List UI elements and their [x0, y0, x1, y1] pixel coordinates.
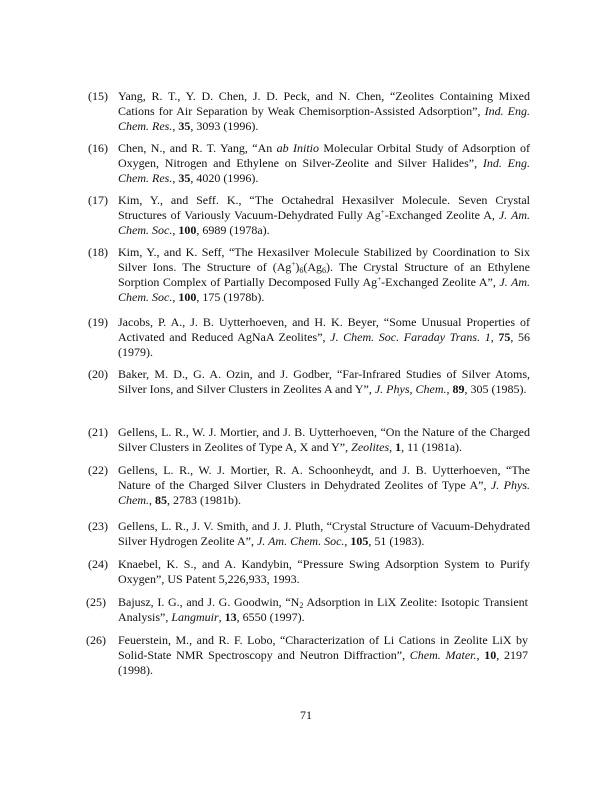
reference-segment: , 3093 (1996). — [190, 119, 259, 133]
reference-segment: + — [291, 260, 296, 268]
reference-segment: -Exchanged Zeolite A, — [384, 208, 499, 222]
journal-name: J. Chem. Soc. Faraday Trans. 1 — [330, 330, 491, 344]
reference-entry — [88, 193, 530, 238]
journal-name: Ind. Eng. Chem. Res. — [118, 156, 530, 185]
reference-text — [118, 425, 530, 455]
volume-number: 89 — [452, 382, 465, 396]
reference-segment: Kim, Y., and Seff. K., “The Octahedral Hexasilver Molecule. Seven Crystal Structures of Variously Vacuum-Dehydrated Fully Ag — [118, 193, 530, 222]
reference-segment: 6 — [299, 266, 304, 275]
reference-segment: , — [389, 440, 396, 454]
reference-segment: , — [490, 330, 499, 344]
reference-text — [118, 595, 528, 625]
reference-segment: Feuerstein, M., and R. F. Lobo, “Characterization of Li Cations in Zeolite LiX by Solid-State NMR Spectroscopy and Neutron Diffraction”, — [118, 633, 528, 662]
reference-number: (17) — [88, 193, 108, 207]
page-number: 71 — [300, 708, 312, 722]
reference-number: (19) — [88, 315, 108, 329]
journal-name: J. Am. Chem. Soc. — [118, 208, 531, 237]
reference-number: (20) — [88, 367, 108, 381]
reference-segment: , — [344, 534, 351, 548]
volume-number: 105 — [350, 534, 369, 548]
reference-segment: , — [476, 648, 485, 662]
volume-number: 1 — [395, 440, 402, 454]
reference-text — [118, 463, 530, 508]
reference-segment: , — [172, 290, 179, 304]
journal-name: J. Am. Chem. Soc. — [118, 275, 530, 304]
volume-number: 100 — [178, 290, 197, 304]
reference-segment: ) — [295, 260, 300, 274]
reference-segment: Chen, N., and R. T. Yang, “An — [118, 141, 277, 155]
reference-text — [118, 367, 530, 397]
reference-segment: , — [172, 119, 179, 133]
volume-number: 35 — [178, 119, 191, 133]
reference-entry — [88, 367, 530, 397]
reference-segment: , 56 (1979). — [118, 330, 531, 359]
journal-name: Zeolites — [351, 440, 390, 454]
reference-segment: , 11 (1981a). — [401, 440, 463, 454]
reference-segment: 6 — [322, 266, 326, 275]
reference-text — [118, 519, 530, 549]
reference-segment: Bajusz, I. G., and J. G. Goodwin, “N — [118, 595, 300, 609]
journal-name: J. Phys, Chem. — [374, 382, 447, 396]
reference-entry — [88, 245, 530, 305]
reference-entry — [88, 425, 530, 455]
reference-segment: , — [446, 382, 453, 396]
reference-entry — [88, 557, 530, 587]
reference-segment: , 51 (1983). — [368, 534, 425, 548]
reference-entry — [88, 519, 530, 549]
reference-number: (26) — [86, 633, 106, 647]
reference-segment: Jacobs, P. A., J. B. Uytterhoeven, and H. K. Beyer, “Some Unusual Properties of Activated and Reduced AgNaA Zeolites”, — [118, 315, 530, 344]
reference-segment: , — [149, 493, 155, 507]
reference-text — [118, 141, 530, 186]
journal-name: ab Initio — [276, 141, 320, 155]
reference-number: (15) — [88, 89, 108, 103]
reference-segment: , 2197 (1998). — [118, 648, 528, 677]
volume-number: 100 — [178, 223, 197, 237]
reference-number: (22) — [88, 463, 108, 477]
reference-segment: + — [380, 208, 385, 216]
reference-segment: Molecular Orbital Study of Adsorption of Oxygen, Nitrogen and Ethylene on Silver-Zeolite and Silver Halides”, — [118, 141, 530, 170]
reference-segment: 2 — [299, 601, 304, 610]
reference-segment: , — [218, 610, 225, 624]
reference-entry — [86, 633, 528, 678]
reference-segment: , — [172, 171, 179, 185]
volume-number: 35 — [178, 171, 191, 185]
reference-number: (16) — [88, 141, 108, 155]
reference-entry — [88, 463, 530, 508]
journal-name: Chem. Mater. — [409, 648, 477, 662]
reference-number: (21) — [88, 425, 108, 439]
reference-segment: , 6550 (1997). — [236, 610, 305, 624]
volume-number: 10 — [484, 648, 497, 662]
journal-name: J. Phys. Chem. — [118, 478, 530, 507]
reference-text — [118, 89, 530, 134]
reference-text — [118, 245, 530, 305]
reference-segment: , 6989 (1978a). — [196, 223, 270, 237]
reference-segment: Baker, M. D., G. A. Ozin, and J. Godber, “Far-Infrared Studies of Silver Atoms, Silver Ions, and Silver Clusters in Zeolites A and Y”, — [118, 367, 530, 396]
reference-text — [118, 315, 530, 360]
reference-segment: Gellens, L. R., J. V. Smith, and J. J. Pluth, “Crystal Structure of Vacuum-Dehydrated Silver Hydrogen Zeolite A”, — [118, 519, 530, 548]
reference-segment: ). The Crystal Structure of an Ethylene Sorption Complex of Partially Decomposed Fully Ag — [118, 260, 530, 289]
reference-number: (23) — [88, 519, 108, 533]
reference-segment: , 4020 (1996). — [190, 171, 259, 185]
reference-text — [118, 193, 530, 238]
volume-number: 85 — [155, 493, 167, 507]
volume-number: 13 — [224, 610, 237, 624]
reference-segment: Gellens, L. R., W. J. Mortier, R. A. Schoonheydt, and J. B. Uytterhoeven, “The Nature of the Charged Silver Clusters in Dehydrated Zeolites of Type A”, — [118, 463, 530, 492]
reference-segment: , 305 (1985). — [464, 382, 527, 396]
reference-segment: Kim, Y., and K. Seff, “The Hexasilver Molecule Stabilized by Coordination to Six Silver Ions. The Structure of (Ag — [118, 245, 530, 274]
reference-entry — [86, 595, 528, 625]
reference-text — [118, 557, 530, 587]
reference-number: (18) — [88, 245, 108, 259]
reference-entry — [88, 141, 530, 186]
journal-name: Langmuir — [171, 610, 219, 624]
volume-number: 75 — [498, 330, 511, 344]
reference-segment: Yang, R. T., Y. D. Chen, J. D. Peck, and N. Chen, “Zeolites Containing Mixed Cations for Air Separation by Weak Chemisorption-Assisted Adsorption”, — [118, 89, 530, 118]
reference-segment: (Ag — [303, 260, 322, 274]
reference-segment: Adsorption in LiX Zeolite: Isotopic Transient Analysis”, — [118, 595, 528, 624]
reference-text — [118, 633, 528, 678]
reference-segment: , 175 (1978b). — [196, 290, 265, 304]
reference-segment: + — [377, 275, 382, 283]
reference-number: (25) — [86, 595, 106, 609]
reference-number: (24) — [88, 557, 108, 571]
reference-segment: Knaebel, K. S., and A. Kandybin, “Pressure Swing Adsorption System to Purify Oxygen”, US Patent 5,226,933, 1993. — [118, 557, 530, 586]
reference-segment: -Exchanged Zeolite A”, — [381, 275, 500, 289]
reference-segment: Gellens, L. R., W. J. Mortier, and J. B. Uytterhoeven, “On the Nature of the Charged Silver Clusters in Zeolites of Type A, X and Y”, — [118, 425, 530, 454]
reference-segment: , — [172, 223, 179, 237]
reference-segment: , 2783 (1981b). — [167, 493, 241, 507]
reference-entry — [88, 315, 530, 360]
journal-name: J. Am. Chem. Soc. — [256, 534, 345, 548]
reference-entry — [88, 89, 530, 134]
journal-name: Ind. Eng. Chem. Res. — [118, 104, 531, 133]
